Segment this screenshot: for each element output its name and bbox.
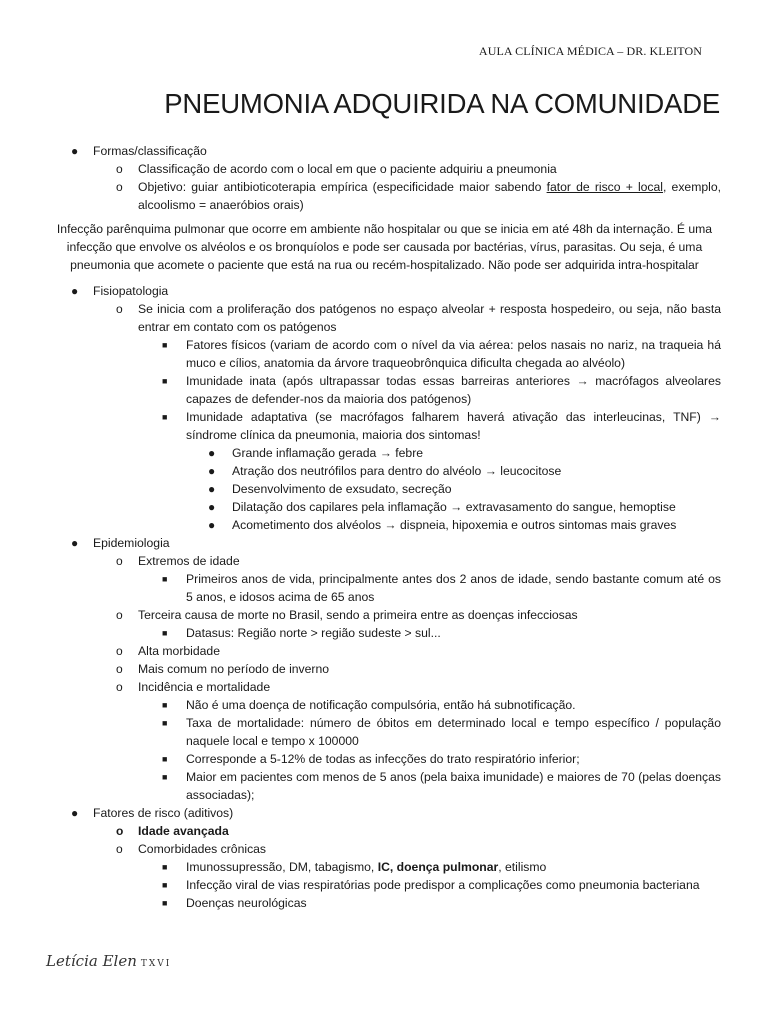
list-item [48, 642, 721, 660]
list-item [48, 678, 721, 696]
list-item [48, 894, 721, 912]
list-text: Corresponde a 5-12% de todas as infecções do trato respiratório inferior; [186, 752, 580, 766]
list-text: Imunidade inata (após ultrapassar todas essas barreiras anteriores → macrófagos alveolares capazes de defender-nos da maioria dos patógenos) [186, 374, 721, 406]
signature-name: Letícia Elen [46, 952, 137, 970]
list-item [48, 624, 721, 642]
square-bullet-icon: ■ [162, 412, 168, 422]
list-item [48, 552, 721, 570]
list-text: Terceira causa de morte no Brasil, sendo a primeira entre as doenças infecciosas [138, 608, 578, 622]
square-bullet-icon: ■ [162, 754, 168, 764]
section-heading: Formas/classificação [93, 144, 207, 158]
list-text: Incidência e mortalidade [138, 680, 271, 694]
circle-bullet-icon: o [116, 842, 123, 856]
list-item [48, 768, 721, 804]
bullet-icon: ● [208, 518, 216, 532]
bullet-icon: ● [71, 806, 79, 820]
section-risk-factors [48, 804, 721, 912]
list-item [48, 372, 721, 408]
list-text: Imunidade adaptativa (se macrófagos falharem haverá ativação das interleucinas, TNF) → síndrome clínica da pneumonia, maioria dos sintomas! [186, 410, 721, 442]
section-heading: Fatores de risco (aditivos) [93, 806, 234, 820]
definition-paragraph: Infecção parênquima pulmonar que ocorre em ambiente não hospitalar ou que se inicia em até 48h da internação. É uma infecção que envolve os alvéolos e os bronquíolos e pode ser causada por bactérias, vírus, parasitas. Ou seja, é uma pneumonia que acomete o paciente que está na rua ou recém-hospitalizado. Não pode ser adquirida intra-hospitalar [56, 222, 713, 272]
circle-bullet-icon: o [116, 644, 123, 658]
list-text: Desenvolvimento de exsudato, secreção [232, 482, 452, 496]
list-item [48, 480, 721, 498]
list-item [48, 606, 721, 624]
signature-tag: TXVI [140, 959, 172, 969]
square-bullet-icon: ■ [162, 700, 168, 710]
list-item [48, 516, 721, 534]
list-item [48, 462, 721, 480]
list-text: Atração dos neutrófilos para dentro do alvéolo → leucocitose [232, 464, 562, 478]
list-item [48, 160, 721, 178]
section-epidemiology [48, 534, 721, 804]
list-text: Classificação de acordo com o local em que o paciente adquiriu a pneumonia [138, 162, 557, 176]
list-text: Extremos de idade [138, 554, 240, 568]
list-item [48, 498, 721, 516]
list-text: , etilismo [498, 860, 547, 874]
list-item [48, 822, 721, 840]
section-heading: Fisiopatologia [93, 284, 169, 298]
list-text: Comorbidades crônicas [138, 842, 267, 856]
circle-bullet-icon: o [116, 180, 123, 194]
list-item [48, 444, 721, 462]
list-text: Doenças neurológicas [186, 896, 307, 910]
list-text: Mais comum no período de inverno [138, 662, 330, 676]
list-item [48, 858, 721, 876]
list-item [48, 696, 721, 714]
list-text: Se inicia com a proliferação dos patógenos no espaço alveolar + resposta hospedeiro, ou seja, não basta entrar em contato com os patógenos [138, 302, 721, 334]
list-item [48, 660, 721, 678]
list-text: Datasus: Região norte > região sudeste > sul... [186, 626, 441, 640]
square-bullet-icon: ■ [162, 718, 168, 728]
list-text: Idade avançada [138, 824, 229, 838]
bullet-icon: ● [71, 284, 79, 298]
bullet-icon: ● [208, 500, 216, 514]
list-item [48, 300, 721, 336]
square-bullet-icon: ■ [162, 340, 168, 350]
list-item [48, 534, 721, 552]
square-bullet-icon: ■ [162, 898, 168, 908]
bullet-icon: ● [208, 446, 216, 460]
list-text: Grande inflamação gerada → febre [232, 446, 424, 460]
list-text: Maior em pacientes com menos de 5 anos (pela baixa imunidade) e maiores de 70 (pelas doenças associadas); [186, 770, 721, 802]
section-heading: Epidemiologia [93, 536, 170, 550]
author-signature [46, 952, 171, 970]
list-item [48, 336, 721, 372]
square-bullet-icon: ■ [162, 880, 168, 890]
list-text: Taxa de mortalidade: número de óbitos em determinado local e tempo específico / população naquele local e tempo x 100000 [186, 716, 721, 748]
list-item [48, 408, 721, 444]
list-item [48, 876, 721, 894]
circle-bullet-icon: o [116, 680, 123, 694]
circle-bullet-icon: o [116, 662, 123, 676]
course-header: AULA CLÍNICA MÉDICA – DR. KLEITON [478, 44, 702, 58]
circle-bullet-icon: o [116, 302, 123, 316]
list-item [48, 282, 721, 300]
circle-bullet-icon: o [116, 554, 123, 568]
circle-bullet-icon: o [116, 608, 123, 622]
list-text: , exemplo, alcoolismo = anaeróbios orais) [138, 180, 721, 212]
list-item [48, 178, 721, 214]
page-title: PNEUMONIA ADQUIRIDA NA COMUNIDADE [164, 88, 720, 119]
list-text: Não é uma doença de notificação compulsória, então há subnotificação. [186, 698, 576, 712]
list-text: Infecção viral de vias respiratórias pode predispor a complicações como pneumonia bacteriana [186, 878, 700, 892]
square-bullet-icon: ■ [162, 628, 168, 638]
list-item [48, 840, 721, 858]
square-bullet-icon: ■ [162, 376, 168, 386]
list-item [48, 804, 721, 822]
section-classification [48, 142, 721, 214]
circle-bullet-icon: o [116, 824, 124, 838]
list-text: Imunossupressão, DM, tabagismo, [186, 860, 378, 874]
bullet-icon: ● [208, 482, 216, 496]
list-item [48, 570, 721, 606]
list-text: Fatores físicos (variam de acordo com o nível da via aérea: pelos nasais no nariz, na traqueia há muco e cílios, anatomia da árvore traqueobrônquica dificulta chegada ao alvéolo) [186, 338, 721, 370]
list-text: Acometimento dos alvéolos → dispneia, hipoxemia e outros sintomas mais graves [232, 518, 677, 532]
document-body [48, 142, 721, 912]
square-bullet-icon: ■ [162, 862, 168, 872]
list-item [48, 142, 721, 160]
bullet-icon: ● [71, 536, 79, 550]
square-bullet-icon: ■ [162, 772, 168, 782]
list-text: Objetivo: guiar antibioticoterapia empírica (especificidade maior sabendo [138, 180, 547, 194]
bold-text: IC, doença pulmonar [377, 860, 499, 874]
square-bullet-icon: ■ [162, 574, 168, 584]
circle-bullet-icon: o [116, 162, 123, 176]
section-pathophysiology [48, 282, 721, 534]
list-text: Alta morbidade [138, 644, 220, 658]
list-item [48, 750, 721, 768]
bullet-icon: ● [71, 144, 79, 158]
list-item [48, 714, 721, 750]
underlined-text: fator de risco + local [546, 180, 664, 194]
bullet-icon: ● [208, 464, 216, 478]
list-text: Primeiros anos de vida, principalmente antes dos 2 anos de idade, sendo bastante comum até os 5 anos, e idosos acima de 65 anos [186, 572, 721, 604]
list-text: Dilatação dos capilares pela inflamação → extravasamento do sangue, hemoptise [232, 500, 676, 514]
